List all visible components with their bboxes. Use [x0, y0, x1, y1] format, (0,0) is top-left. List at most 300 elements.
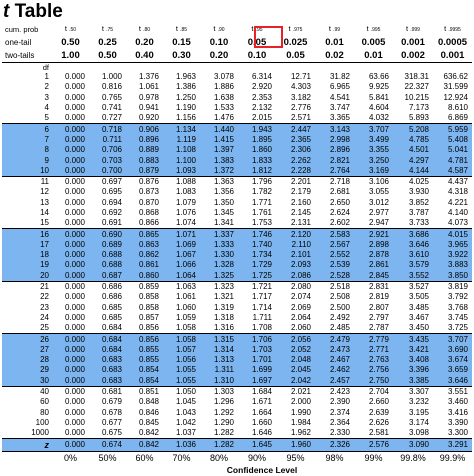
value-cell: 4.015	[433, 229, 472, 240]
value-cell: 2.080	[290, 282, 311, 292]
header-row-one-tail	[2, 36, 472, 49]
value-cell: 0.866	[126, 218, 163, 229]
two-tails-cell: 0.40	[126, 49, 163, 63]
value-cell: 2.374	[329, 407, 350, 417]
value-cell: 1.311	[200, 365, 238, 375]
value-cell: 3.819	[447, 282, 468, 292]
value-cell: 2.479	[315, 334, 354, 345]
value-cell: 2.500	[329, 302, 350, 312]
value-cell: 2.681	[329, 187, 350, 197]
percentile-header-cell	[126, 23, 163, 36]
value-cell: 0.000	[52, 323, 89, 334]
table-row	[2, 240, 472, 250]
value-cell: 0.694	[101, 197, 122, 207]
value-cell: 1.386	[175, 82, 196, 92]
value-cell: 3.850	[433, 271, 472, 282]
df-cell: 25	[2, 323, 52, 334]
table-row	[2, 103, 472, 113]
value-cell: 1.108	[163, 145, 200, 155]
confidence-cell: 99.9%	[439, 453, 466, 464]
value-cell: 2.998	[315, 135, 354, 145]
table-row	[2, 135, 472, 145]
table-row	[2, 187, 472, 197]
value-cell: 1.699	[238, 365, 276, 375]
value-cell: 1.061	[175, 292, 196, 302]
value-cell: 2.771	[354, 345, 393, 355]
value-cell: 0.883	[126, 155, 163, 165]
value-cell: 0.678	[101, 407, 122, 417]
value-cell: 2.056	[276, 334, 315, 345]
value-cell: 0.706	[89, 145, 126, 155]
value-cell: 0.889	[126, 145, 163, 155]
value-cell: 3.579	[393, 260, 433, 270]
value-cell: 1.282	[213, 428, 234, 438]
empty-cell	[315, 63, 354, 73]
one-tail-cell: 0.25	[98, 37, 117, 48]
percentile-subscript: .90	[217, 27, 225, 33]
value-cell: 3.792	[447, 292, 468, 302]
df-cell: 22	[40, 292, 49, 302]
df-cell: 12	[40, 187, 49, 197]
z-value-cell: 2.326	[315, 439, 354, 452]
value-cell: 1.701	[238, 355, 276, 365]
value-cell: 3.707	[354, 124, 393, 135]
value-cell: 2.390	[329, 397, 350, 407]
df-cell: 15	[2, 218, 52, 229]
value-cell: 8.610	[447, 103, 468, 113]
value-cell: 1.383	[200, 155, 238, 165]
value-cell: 0.000	[64, 72, 85, 82]
value-cell: 3.527	[408, 282, 429, 292]
value-cell: 0.860	[126, 271, 163, 282]
value-cell: 2.228	[276, 166, 315, 177]
value-cell: 3.408	[393, 355, 433, 365]
table-row	[2, 303, 472, 313]
value-cell: 0.873	[138, 187, 159, 197]
value-cell: 5.208	[393, 124, 433, 135]
t-symbol: t	[175, 24, 179, 33]
empty-cell	[354, 63, 393, 73]
value-cell: 2.131	[276, 218, 315, 229]
value-cell: 3.460	[447, 397, 468, 407]
table-row	[2, 155, 472, 165]
table-row	[2, 271, 472, 282]
value-cell: 0.000	[52, 124, 89, 135]
percentile-header-cell	[163, 23, 200, 36]
empty-cell	[276, 63, 315, 73]
confidence-cell: 60%	[135, 453, 154, 464]
value-cell: 2.330	[329, 428, 350, 438]
value-cell: 2.306	[276, 145, 315, 155]
value-cell: 2.528	[315, 271, 354, 282]
one-tail-cell: 0.01	[325, 37, 344, 48]
value-cell: 1.372	[200, 166, 238, 177]
value-cell: 3.055	[368, 187, 389, 197]
value-cell: 4.587	[433, 166, 472, 177]
one-tail-cell: 0.005	[361, 37, 386, 48]
value-cell: 2.064	[290, 312, 311, 322]
percentile-subscript: .50	[69, 27, 77, 33]
value-cell: 2.262	[276, 155, 315, 165]
value-cell: 1.833	[238, 155, 276, 165]
table-row	[2, 82, 472, 92]
value-cell: 2.353	[251, 92, 272, 102]
value-cell: 0.896	[126, 135, 163, 145]
df-cell: 18	[2, 250, 52, 260]
value-cell: 4.073	[433, 218, 472, 229]
value-cell: 2.567	[315, 240, 354, 250]
value-cell: 2.364	[329, 417, 350, 427]
value-cell: 1.714	[251, 302, 272, 312]
t-symbol: t	[288, 24, 291, 33]
value-cell: 3.674	[433, 355, 472, 365]
value-cell: 0.865	[126, 229, 163, 240]
percentile-subscript: .995	[370, 27, 381, 33]
value-cell: 2.110	[276, 240, 315, 250]
value-cell: 3.195	[408, 407, 429, 417]
value-cell: 3.745	[447, 312, 468, 322]
df-cell: 5	[2, 113, 52, 124]
value-cell: 4.221	[447, 197, 468, 207]
z-value-cell: 2.576	[354, 439, 393, 452]
percentile-header-cell	[200, 23, 238, 36]
value-cell: 0.000	[64, 187, 85, 197]
value-cell: 1.330	[200, 250, 238, 260]
value-cell: 2.021	[290, 387, 311, 397]
t-symbol: t	[328, 24, 332, 33]
value-cell: 1.660	[251, 417, 272, 427]
value-cell: 1.761	[251, 208, 272, 217]
value-cell: 1.058	[163, 334, 200, 345]
confidence-cell: 99%	[364, 453, 383, 464]
table-row	[2, 408, 472, 418]
value-cell: 3.686	[393, 229, 433, 240]
value-cell: 0.675	[101, 428, 122, 438]
value-cell: 0.685	[101, 302, 122, 312]
value-cell: 1.345	[213, 208, 234, 217]
value-cell: 1.440	[200, 124, 238, 135]
value-cell: 0.851	[138, 387, 159, 397]
value-cell: 7.173	[408, 103, 429, 113]
value-cell: 4.437	[447, 177, 468, 187]
value-cell: 1.290	[213, 417, 234, 427]
table-row	[2, 281, 472, 292]
value-cell: 0.681	[101, 387, 122, 397]
df-cell: 3	[44, 92, 49, 102]
value-cell: 1.350	[213, 197, 234, 207]
value-cell: 2.756	[354, 365, 393, 375]
value-cell: 2.179	[290, 187, 311, 197]
value-cell: 4.140	[447, 208, 468, 217]
value-cell: 0.000	[64, 177, 85, 187]
value-cell: 4.303	[290, 82, 311, 92]
empty-cell	[393, 63, 433, 73]
value-cell: 3.106	[368, 177, 389, 187]
value-cell: 4.785	[393, 135, 433, 145]
z-row	[2, 439, 472, 452]
value-cell: 0.856	[126, 334, 163, 345]
empty-cell	[2, 465, 52, 476]
value-cell: 1.076	[175, 208, 196, 217]
value-cell: 2.861	[354, 260, 393, 270]
value-cell: 0.855	[126, 345, 163, 355]
value-cell: 1.058	[163, 323, 200, 334]
value-cell: 2.831	[368, 282, 389, 292]
two-tails-cell: 0.01	[354, 49, 393, 63]
value-cell: 0.978	[138, 92, 159, 102]
z-value-cell: 1.036	[163, 439, 200, 452]
value-cell: 0.000	[64, 428, 85, 438]
value-cell: 1.093	[163, 166, 200, 177]
z-value-cell: 3.291	[433, 439, 472, 452]
value-cell: 0.000	[64, 312, 85, 322]
percentile-subscript: .9995	[448, 27, 461, 33]
percentile-subscript: .95	[255, 27, 263, 33]
confidence-cell: 80%	[209, 453, 228, 464]
value-cell: 2.132	[251, 103, 272, 113]
value-cell: 1.746	[238, 229, 276, 240]
value-cell: 0.855	[126, 355, 163, 365]
value-cell: 3.768	[447, 302, 468, 312]
value-cell: 0.683	[89, 376, 126, 387]
value-cell: 1.721	[251, 282, 272, 292]
value-cell: 0.000	[64, 387, 85, 397]
value-cell: 2.583	[315, 229, 354, 240]
percentile-header-cell	[315, 23, 354, 36]
value-cell: 3.450	[393, 323, 433, 334]
value-cell: 4.501	[393, 145, 433, 155]
confidence-cell: 70%	[172, 453, 191, 464]
value-cell: 0.920	[126, 113, 163, 124]
value-cell: 2.462	[315, 365, 354, 375]
df-cell: 17	[2, 240, 52, 250]
value-cell: 0.000	[64, 417, 85, 427]
value-cell: 1.376	[138, 72, 159, 82]
value-cell: 1.415	[200, 135, 238, 145]
value-cell: 1.860	[238, 145, 276, 155]
value-cell: 0.000	[64, 197, 85, 207]
table-row	[2, 208, 472, 218]
confidence-level-label: Confidence Level	[226, 465, 298, 476]
empty-cell	[433, 63, 472, 73]
value-cell: 0.857	[138, 312, 159, 322]
df-cell: 1000	[31, 428, 49, 438]
value-cell: 1.074	[163, 218, 200, 229]
value-cell: 1.337	[200, 229, 238, 240]
value-cell: 1.100	[163, 155, 200, 165]
one-tail-cell: 0.15	[172, 37, 191, 48]
value-cell: 0.700	[89, 166, 126, 177]
value-cell: 1.963	[175, 72, 196, 82]
t-symbol: t	[444, 24, 447, 33]
value-cell: 2.896	[315, 145, 354, 155]
value-cell: 2.779	[354, 334, 393, 345]
value-cell: 0.000	[52, 334, 89, 345]
value-cell: 2.201	[290, 177, 311, 187]
value-cell: 3.485	[408, 302, 429, 312]
value-cell: 0.859	[138, 282, 159, 292]
value-cell: 3.551	[447, 387, 468, 397]
value-cell: 0.690	[89, 229, 126, 240]
df-cell: 11	[40, 177, 49, 187]
value-cell: 0.906	[126, 124, 163, 135]
z-value-cell: 3.090	[393, 439, 433, 452]
value-cell: 3.922	[433, 250, 472, 260]
value-cell: 1.042	[175, 417, 196, 427]
value-cell: 5.841	[368, 92, 389, 102]
value-cell: 0.000	[52, 229, 89, 240]
value-cell: 2.977	[368, 208, 389, 217]
z-value-cell: 0.674	[89, 439, 126, 452]
table-row	[2, 113, 472, 124]
df-header-row	[2, 63, 472, 73]
empty-cell	[89, 63, 126, 73]
value-cell: 1.711	[252, 312, 272, 322]
value-cell: 2.508	[329, 292, 350, 302]
value-cell: 3.396	[393, 365, 433, 375]
value-cell: 5.893	[393, 113, 433, 124]
value-cell: 3.852	[408, 197, 429, 207]
value-cell: 0.000	[64, 208, 85, 217]
value-cell: 2.052	[276, 345, 315, 355]
percentile-subscript: .999	[410, 27, 420, 33]
df-cell: 1	[44, 72, 49, 82]
value-cell: 0.691	[89, 218, 126, 229]
value-cell: 2.787	[354, 323, 393, 334]
value-cell: 1.476	[200, 113, 238, 124]
value-cell: 1.316	[200, 323, 238, 334]
one-tail-cell: 0.0005	[437, 37, 468, 48]
value-cell: 3.169	[354, 166, 393, 177]
value-cell: 0.863	[126, 240, 163, 250]
df-cell: 8	[2, 145, 52, 155]
value-cell: 1.056	[163, 355, 200, 365]
two-tails-cell: 0.001	[433, 49, 472, 63]
percentile-subscript: .975	[292, 27, 303, 33]
value-cell: 2.423	[329, 387, 350, 397]
value-cell: 2.660	[368, 397, 389, 407]
value-cell: 2.624	[329, 208, 350, 217]
value-cell: 12.924	[443, 92, 468, 102]
value-cell: 2.626	[368, 417, 389, 427]
value-cell: 1.060	[175, 302, 196, 312]
value-cell: 0.000	[52, 145, 89, 155]
value-cell: 0.000	[52, 218, 89, 229]
value-cell: 0.718	[89, 124, 126, 135]
value-cell: 1.341	[200, 218, 238, 229]
df-cell: 6	[2, 124, 52, 135]
df-cell: 27	[2, 345, 52, 355]
empty-cell	[163, 63, 200, 73]
value-cell: 2.947	[354, 218, 393, 229]
value-cell: 3.143	[315, 124, 354, 135]
value-cell: 3.355	[354, 145, 393, 155]
value-cell: 2.776	[290, 103, 311, 113]
value-cell: 1.250	[175, 92, 196, 102]
highlight-box	[254, 26, 283, 48]
value-cell: 2.920	[251, 82, 272, 92]
value-cell: 0.000	[52, 113, 89, 124]
value-cell: 0.000	[52, 345, 89, 355]
value-cell: 1.782	[251, 187, 272, 197]
value-cell: 2.764	[315, 166, 354, 177]
table-row	[2, 72, 472, 82]
t-table	[2, 23, 472, 476]
value-cell: 1.066	[163, 260, 200, 270]
value-cell: 5.408	[433, 135, 472, 145]
value-cell: 0.688	[89, 250, 126, 260]
table-row	[2, 145, 472, 155]
table-row	[2, 334, 472, 345]
value-cell: 0.000	[52, 135, 89, 145]
table-row	[2, 250, 472, 260]
value-cell: 0.000	[64, 407, 85, 417]
value-cell: 4.297	[393, 155, 433, 165]
value-cell: 1.886	[213, 82, 234, 92]
value-cell: 3.390	[447, 417, 468, 427]
value-cell: 1.734	[238, 250, 276, 260]
percentile-subscript: .75	[106, 27, 114, 33]
value-cell: 2.571	[276, 113, 315, 124]
value-cell: 1.333	[200, 240, 238, 250]
one-tail-cell: 0.025	[283, 37, 308, 48]
value-cell: 2.069	[290, 302, 311, 312]
value-cell: 4.144	[393, 166, 433, 177]
table-row	[2, 218, 472, 229]
value-cell: 4.781	[433, 155, 472, 165]
value-cell: 3.012	[368, 197, 389, 207]
value-cell: 1.061	[138, 82, 159, 92]
value-cell: 0.000	[52, 240, 89, 250]
table-row	[2, 93, 472, 103]
df-cell: 40	[40, 387, 49, 397]
value-cell: 1.313	[200, 355, 238, 365]
value-cell: 2.797	[368, 312, 389, 322]
t-symbol: t	[64, 24, 68, 33]
value-cell: 0.686	[101, 282, 122, 292]
value-cell: 1.943	[238, 124, 276, 135]
empty-cell	[126, 63, 163, 73]
value-cell: 0.727	[89, 113, 126, 124]
value-cell: 2.763	[354, 355, 393, 365]
value-cell: 1.725	[238, 271, 276, 282]
value-cell: 1.055	[163, 376, 200, 387]
z-value-cell: 1.282	[200, 439, 238, 452]
value-cell: 1.895	[238, 135, 276, 145]
df-cell: 60	[40, 397, 49, 407]
value-cell: 318.31	[404, 72, 429, 82]
value-cell: 3.610	[393, 250, 433, 260]
value-cell: 0.854	[126, 365, 163, 375]
value-cell: 1.990	[290, 407, 311, 417]
value-cell: 4.318	[447, 187, 468, 197]
value-cell: 1.323	[213, 282, 234, 292]
df-cell: 28	[2, 355, 52, 365]
value-cell: 0.683	[89, 355, 126, 365]
value-cell: 1.190	[175, 103, 196, 113]
value-cell: 1.319	[213, 302, 234, 312]
value-cell: 1.079	[175, 197, 196, 207]
value-cell: 1.069	[163, 240, 200, 250]
value-cell: 3.365	[315, 113, 354, 124]
value-cell: 2.492	[329, 312, 350, 322]
value-cell: 1.000	[101, 72, 122, 82]
z-value-cell: 0.000	[52, 439, 89, 452]
value-cell: 0.689	[89, 240, 126, 250]
value-cell: 0.842	[138, 428, 159, 438]
one-tail-cell: 0.10	[209, 37, 229, 48]
z-label: z	[2, 439, 52, 452]
